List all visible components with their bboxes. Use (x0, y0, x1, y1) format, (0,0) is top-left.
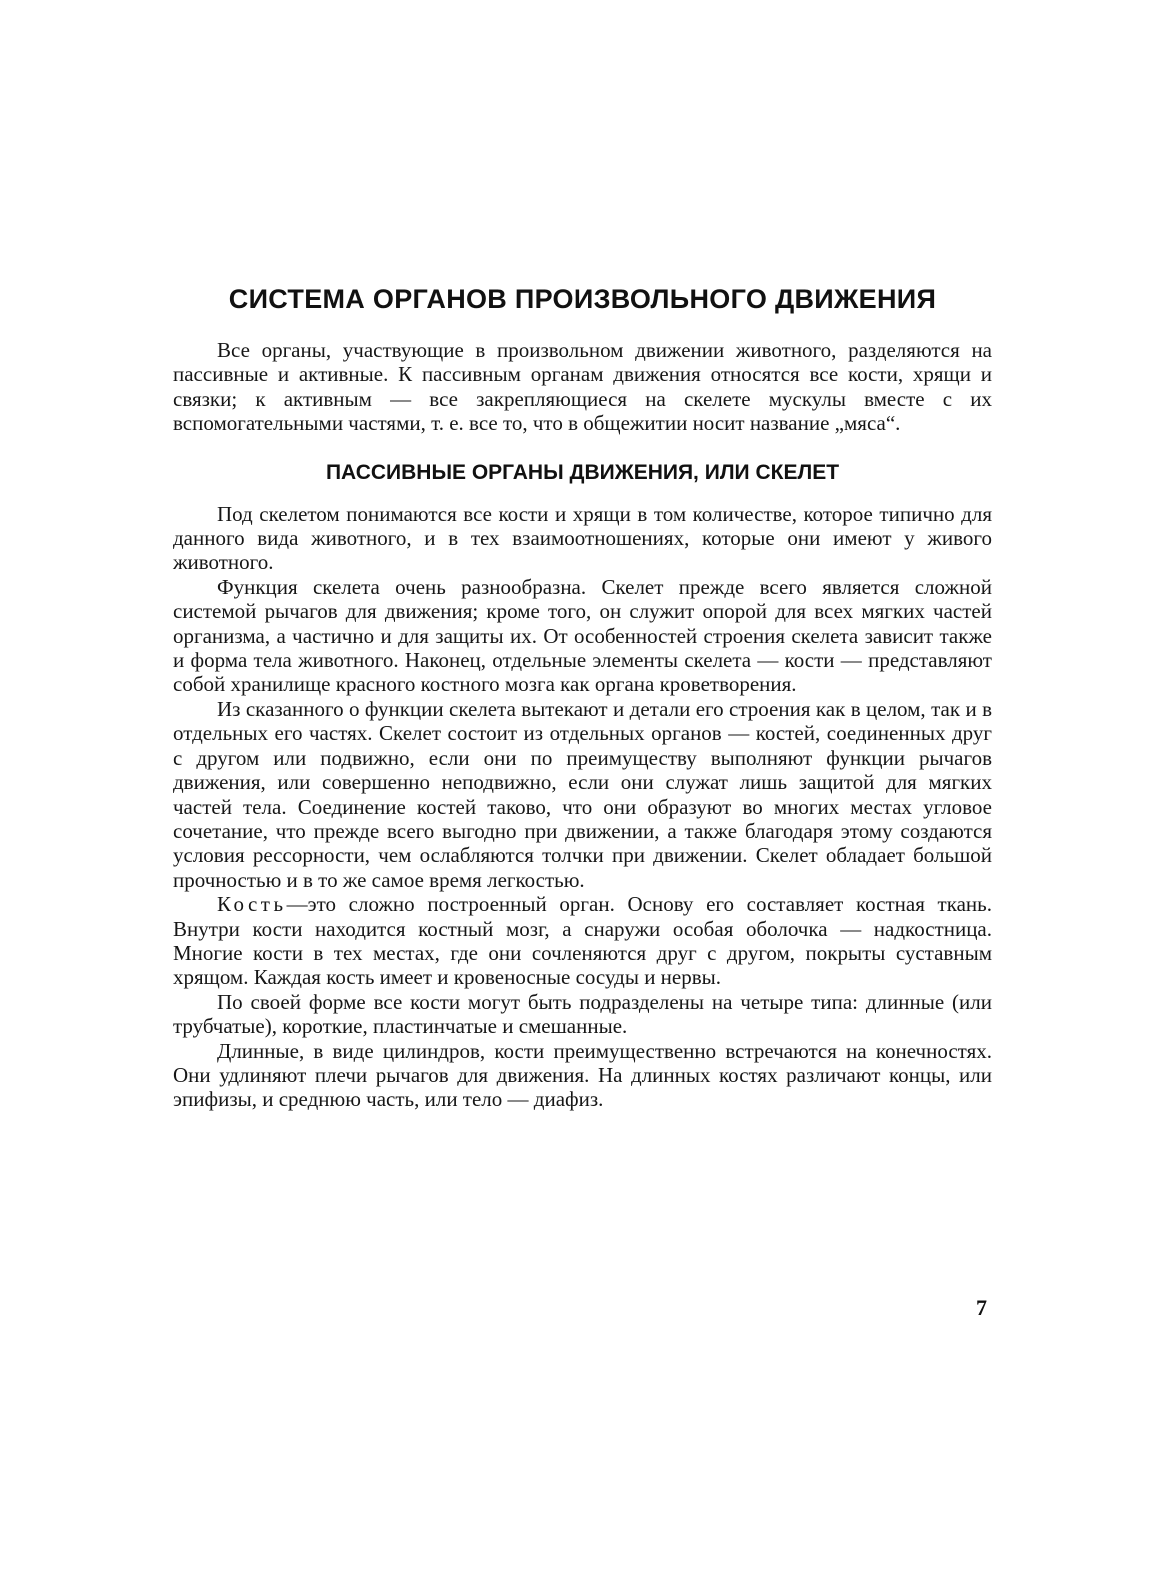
paragraph-bone (173, 892, 992, 990)
paragraph-bone-forms: По своей форме все кости могут быть подразделены на четыре типа: длинные (или трубчатые), короткие, пластинчатые и смешанные. (173, 989, 992, 1039)
page-title: СИСТЕМА ОРГАНОВ ПРОИЗВОЛЬНОГО ДВИЖЕНИЯ (228, 284, 937, 314)
intro-paragraph: Все органы, участвующие в произвольном движении животного, разделяются на пассивные и активные. К пассивным органам движения относятся все кости, хрящи и связки; к активным — все закрепляющиеся на скелете мускулы вместе с их вспомогательными частями, т. е. все то, что в общежитии носит название „мяса“. (173, 338, 992, 436)
paragraph-long-bones: Длинные, в виде цилиндров, кости преимущественно встречаются на конечностях. Они удлиняют плечи рычагов для движения. На длинных костях различают концы, или эпифизы, и среднюю часть, или тело — диафиз. (173, 1038, 992, 1112)
page-number: 7 (976, 1295, 987, 1320)
paragraph-skeleton-definition: Под скелетом понимаются все кости и хрящи в том количестве, которое типично для данного вида животного, и в тех взаимоотношениях, которые они имеют у живого животного. (173, 501, 992, 575)
page-text-block (173, 280, 992, 1112)
paragraph-skeleton-structure: Из сказанного о функции скелета вытекают и детали его строения как в целом, так и в отдельных его частях. Скелет состоит из отдельных органов — костей, соединенных друг с другом или подвижно, если они по преимуществу выполняют функции рычагов движения, или совершенно неподвижно, если они служат лишь защитой для мягких частей тела. Соединение костей таково, что они образуют во многих местах угловое сочетание, что прежде всего выгодно при движении, а также благодаря этому создаются условия рессорности, чем ослабляются толчки при движении. Скелет обладает большой прочностью и в то же самое время легкостью. (173, 696, 992, 892)
bone-term: Кость (217, 892, 287, 917)
paragraph-skeleton-function: Функция скелета очень разнообразна. Скелет прежде всего является сложной системой рычагов для движения; кроме того, он служит опорой для всех мягких частей организма, а частично и для защиты их. От особенностей строения скелета зависит также и форма тела животного. Наконец, отдельные элементы скелета — кости — представляют собой хранилище красного костного мозга как органа кроветворения. (173, 574, 992, 697)
bone-paragraph-text: —это сложно построенный орган. Основу его составляет костная ткань. Внутри кости находится костный мозг, а снаружи особая оболочка — надкостница. Многие кости в тех местах, где они сочленяются друг с другом, покрыты суставным хрящом. Каждая кость имеет и кровеносные сосуды и нервы. (173, 892, 992, 990)
section-title: ПАССИВНЫЕ ОРГАНЫ ДВИЖЕНИЯ, ИЛИ СКЕЛЕТ (325, 460, 840, 484)
